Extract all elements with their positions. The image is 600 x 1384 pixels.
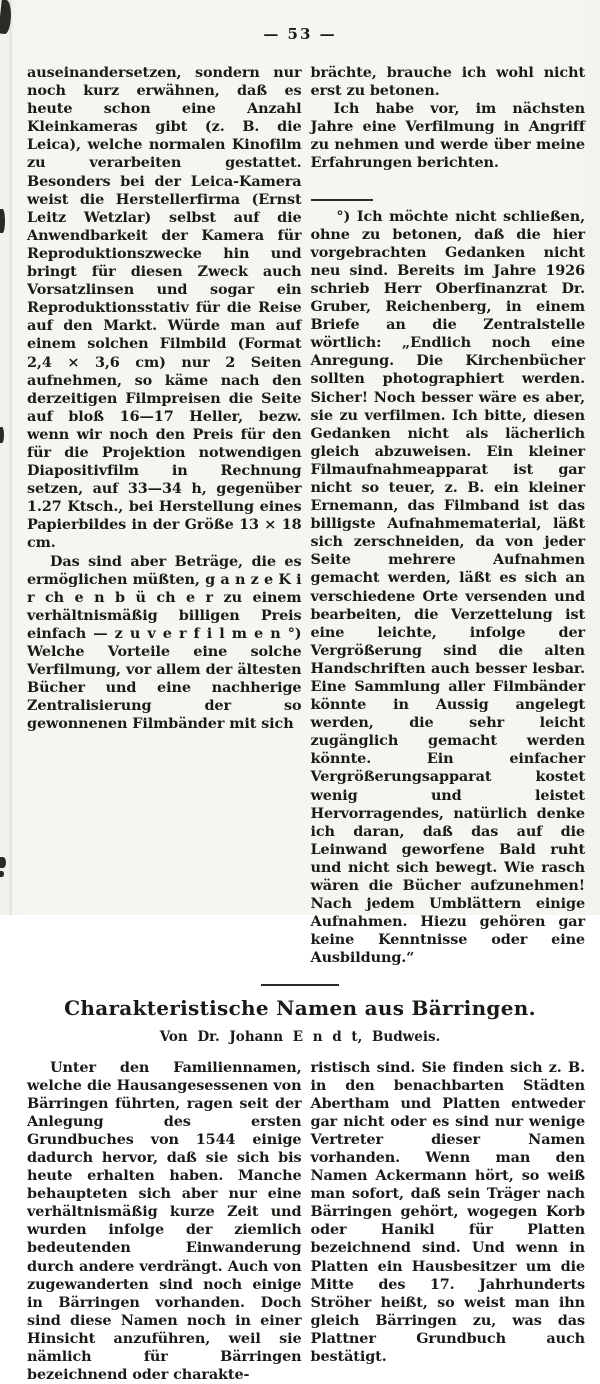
film-article-left-column — [27, 64, 302, 968]
article-byline: Von Dr. Johann E n d t, Budweis. — [0, 1029, 600, 1045]
film-article-right-column — [311, 64, 586, 968]
scan-mark — [0, 427, 4, 443]
names-article-columns — [0, 1059, 600, 1384]
scan-mark — [0, 209, 5, 233]
article-divider — [261, 984, 339, 986]
names-article-paragraph: Unter den Familiennamen, welche die Hausangesessenen von Bärringen führten, ragen seit der Anlegung des ersten Grundbuches von 1544 einige dadurch hervor, daß sie sich bis heute erhalten haben. Manche behaupteten sich aber nur eine verhältnismäßig kurze Zeit und wurden infolge der ziemlich bedeutenden Einwanderung durch andere verdrängt. Auch von zugewanderten sind noch einige in Bärringen vorhanden. Doch sind diese Namen noch in einer Hinsicht anzuführen, weil sie nämlich für Bärringen bezeichnend oder charakte- — [27, 1059, 302, 1384]
film-article-paragraph: auseinandersetzen, sondern nur noch kurz erwähnen, daß es heute schon eine Anzahl Kleinkameras gibt (z. B. die Leica), welche normalen Kinofilm zu verarbeiten gestattet. Besonders bei der Leica-Kamera weist die Herstellerfirma (Ernst Leitz Wetzlar) selbst auf die Anwendbarkeit der Kamera für Reproduktionszwecke hin und bringt für diesen Zweck auch Vorsatzlinsen und sogar ein Reproduktionsstativ für die Reise auf den Markt. Würde man auf einem solchen Filmbild (Format 2,4 × 3,6 cm) nur 2 Seiten aufnehmen, so käme nach den derzeitigen Filmpreisen die Seite auf bloß 16—17 Heller, bezw. wenn wir noch den Preis für den für die Projektion notwendigen Diapositivfilm in Rechnung setzen, auf 33—34 h, gegenüber 1.27 Ktsch., bei Herstellung eines Papierbildes in der Größe 13 × 18 cm. — [27, 64, 302, 553]
scan-fold-line — [9, 0, 12, 915]
names-article-left-column — [27, 1059, 302, 1384]
names-article-right-column — [311, 1059, 586, 1384]
scan-mark — [0, 857, 6, 868]
scan-mark — [0, 871, 4, 877]
film-article-columns — [0, 64, 600, 968]
names-article-paragraph: ristisch sind. Sie finden sich z. B. in den benachbarten Städten Abertham und Platten entweder gar nicht oder es sind nur wenige Vertreter dieser Namen vorhanden. Wenn man den Namen Ackermann hört, so weiß man sofort, daß sein Träger nach Bärringen gehört, wogegen Korb oder Hanikl für Platten bezeichnend sind. Und wenn in Platten ein Hausbesitzer um die Mitte des 17. Jahrhunderts Ströher heißt, so weist man ihn gleich Bärringen zu, was das Plattner Grundbuch auch bestätigt. — [311, 1059, 586, 1367]
footnote-separator — [311, 199, 373, 201]
footnote-text: °) Ich möchte nicht schließen, ohne zu betonen, daß die hier vorgebrachten Gedanken nicht neu sind. Bereits im Jahre 1926 schrieb Herr Oberfinanzrat Dr. Gruber, Reichenberg, in einem Briefe an die Zentralstelle wörtlich: „Endlich noch eine Anregung. Die Kirchenbücher sollten photographiert werden. Sicher! Noch besser wäre es aber, sie zu verfilmen. Ich bitte, diesen Gedanken nicht als lächerlich gleich abzuweisen. Ein kleiner Filmaufnahmeapparat ist gar nicht so teuer, z. B. ein kleiner Ernemann, das Filmband ist das billigste Aufnahmematerial, läßt sich zerschneiden, da von jeder Seite mehrere Aufnahmen gemacht werden, läßt es sich an verschiedene Orte versenden und bearbeiten, die Verzettelung ist eine leichte, infolge der Vergrößerung sind die alten Handschriften auch besser lesbar. Eine Sammlung aller Filmbänder könnte in Aussig angelegt werden, die sehr leicht zugänglich gemacht werden könnte. Ein einfacher Vergrößerungsapparat kostet wenig und leistet Hervorragendes, natürlich denke ich daran, daß das auf die Leinwand geworfene Bald ruht und nicht sich bewegt. Wie rasch wären die Bücher aufzunehmen! Nach jedem Umblättern einige Aufnahmen. Hiezu gehören gar keine Kenntnisse oder eine Ausbildung.“ — [311, 208, 586, 968]
article-title: Charakteristische Namen aus Bärringen. — [0, 996, 600, 1020]
film-article-paragraph: brächte, brauche ich wohl nicht erst zu betonen. — [311, 64, 586, 100]
film-article-paragraph: Das sind aber Beträge, die es ermöglichen müßten, g a n z e K i r ch e n b ü ch e r zu einem verhältnismäßig billigen Preis einfach — z u v e r f i l m e n °) Welche Vorteile eine solche Verfilmung, vor allem der ältesten Bücher und eine nachherige Zentralisierung der so gewonnenen Filmbänder mit sich — [27, 553, 302, 734]
page-number: — 53 — — [0, 0, 600, 43]
film-article-paragraph: Ich habe vor, im nächsten Jahre eine Verfilmung in Angriff zu nehmen und werde über meine Erfahrungen berichten. — [311, 100, 586, 172]
